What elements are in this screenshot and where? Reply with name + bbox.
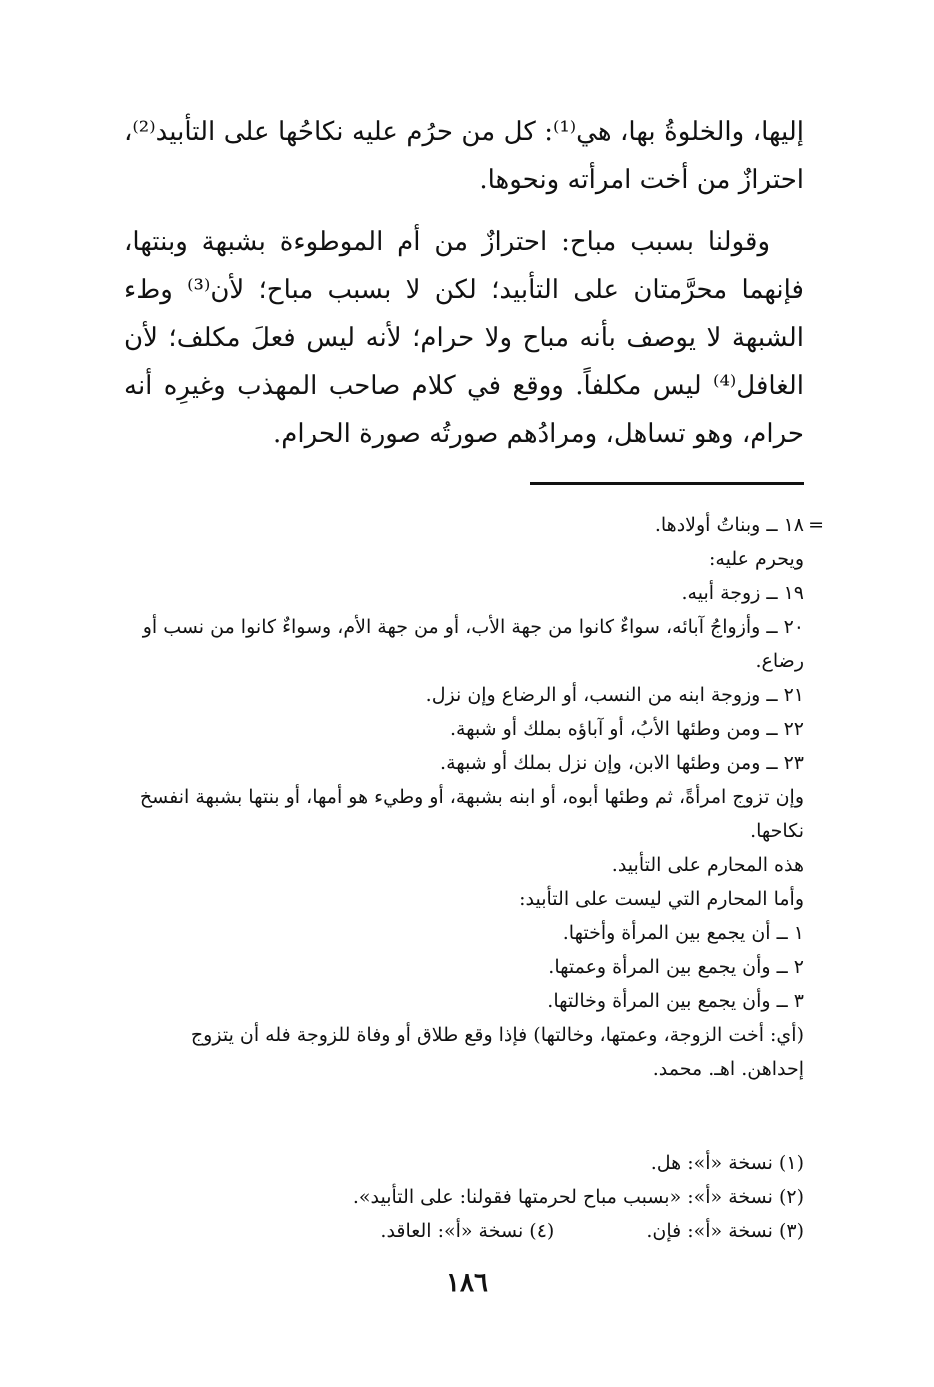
- paragraph-2: وقولنا بسبب مباح: احترازٌ من أم الموطوءة بشبهة وبنتها، فإنهما محرَّمتان على التأبيد؛ لكن لا بسبب مباح؛ لأن⁽³⁾ وطء الشبهة لا يوصف بأنه مباح ولا حرام؛ لأنه ليس فعلَ مكلف؛ لأن الغافل⁽⁴⁾ ليس مكلفاً. ووقع في كلام صاحب المهذب وغيرِه أنه حرام، وهو تساهل، ومرادُهم صورتُه صورة الحرام.: [124, 227, 804, 449]
- note-line: ٢٠ ــ وأزواجُ آبائه، سواءٌ كانوا من جهة الأب، أو من جهة الأم، وسواءٌ كانوا من نسب أو رضاع.: [142, 616, 804, 672]
- note-line: وأما المحارم التي ليست على التأبيد:: [519, 888, 804, 910]
- note-line: ٢١ ــ وزوجة ابنه من النسب، أو الرضاع وإن نزل.: [425, 684, 804, 706]
- footnote-3: (٣) نسخة «أ»: فإن.: [646, 1220, 804, 1242]
- footnote-2: (٢) نسخة «أ»: «بسبب مباح لحرمتها فقولنا: على التأبيد».: [352, 1186, 804, 1208]
- note-line: ٢٢ ــ ومن وطئها الأبُ، أو آباؤه بملك أو شبهة.: [449, 718, 804, 740]
- note-line: ١٩ ــ زوجة أبيه.: [681, 582, 804, 604]
- continued-note: [124, 508, 824, 1086]
- note-line: ١٨ ــ وبناتُ أولادها.: [654, 514, 804, 536]
- footnotes: [124, 1146, 804, 1248]
- note-line: ويحرم عليه:: [709, 548, 804, 570]
- note-line: ٢ ــ وأن يجمع بين المرأة وعمتها.: [548, 956, 804, 978]
- footnote-1: (١) نسخة «أ»: هل.: [650, 1152, 804, 1174]
- note-line: ١ ــ أن يجمع بين المرأة وأختها.: [562, 922, 804, 944]
- note-line: ٢٣ ــ ومن وطئها الابن، وإن نزل بملك أو شبهة.: [440, 752, 804, 774]
- page-number: ١٨٦: [446, 1268, 488, 1298]
- continuation-mark: =: [808, 514, 824, 536]
- paragraph-1: إليها، والخلوةُ بها، هي⁽¹⁾: كل من حرُم عليه نكاحُها على التأبيد⁽²⁾، احترازٌ من أخت امرأته ونحوها.: [124, 117, 804, 195]
- note-line: (أي: أخت الزوجة، وعمتها، وخالتها) فإذا وقع طلاق أو وفاة للزوجة فله أن يتزوج إحداهن. اهـ. محمد.: [190, 1024, 804, 1080]
- footnote-4: (٤) نسخة «أ»: العاقد.: [380, 1220, 555, 1242]
- footnote-separator: [530, 482, 804, 485]
- main-text: [124, 108, 804, 458]
- note-line: هذه المحارم على التأبيد.: [611, 854, 804, 876]
- footnote-row: [124, 1214, 804, 1248]
- note-line: ٣ ــ وأن يجمع بين المرأة وخالتها.: [547, 990, 804, 1012]
- note-line: وإن تزوج امرأةً، ثم وطئها أبوه، أو ابنه بشبهة، أو وطيء هو أمها، أو بنتها بشبهة انفسخ نكاحها.: [139, 786, 804, 842]
